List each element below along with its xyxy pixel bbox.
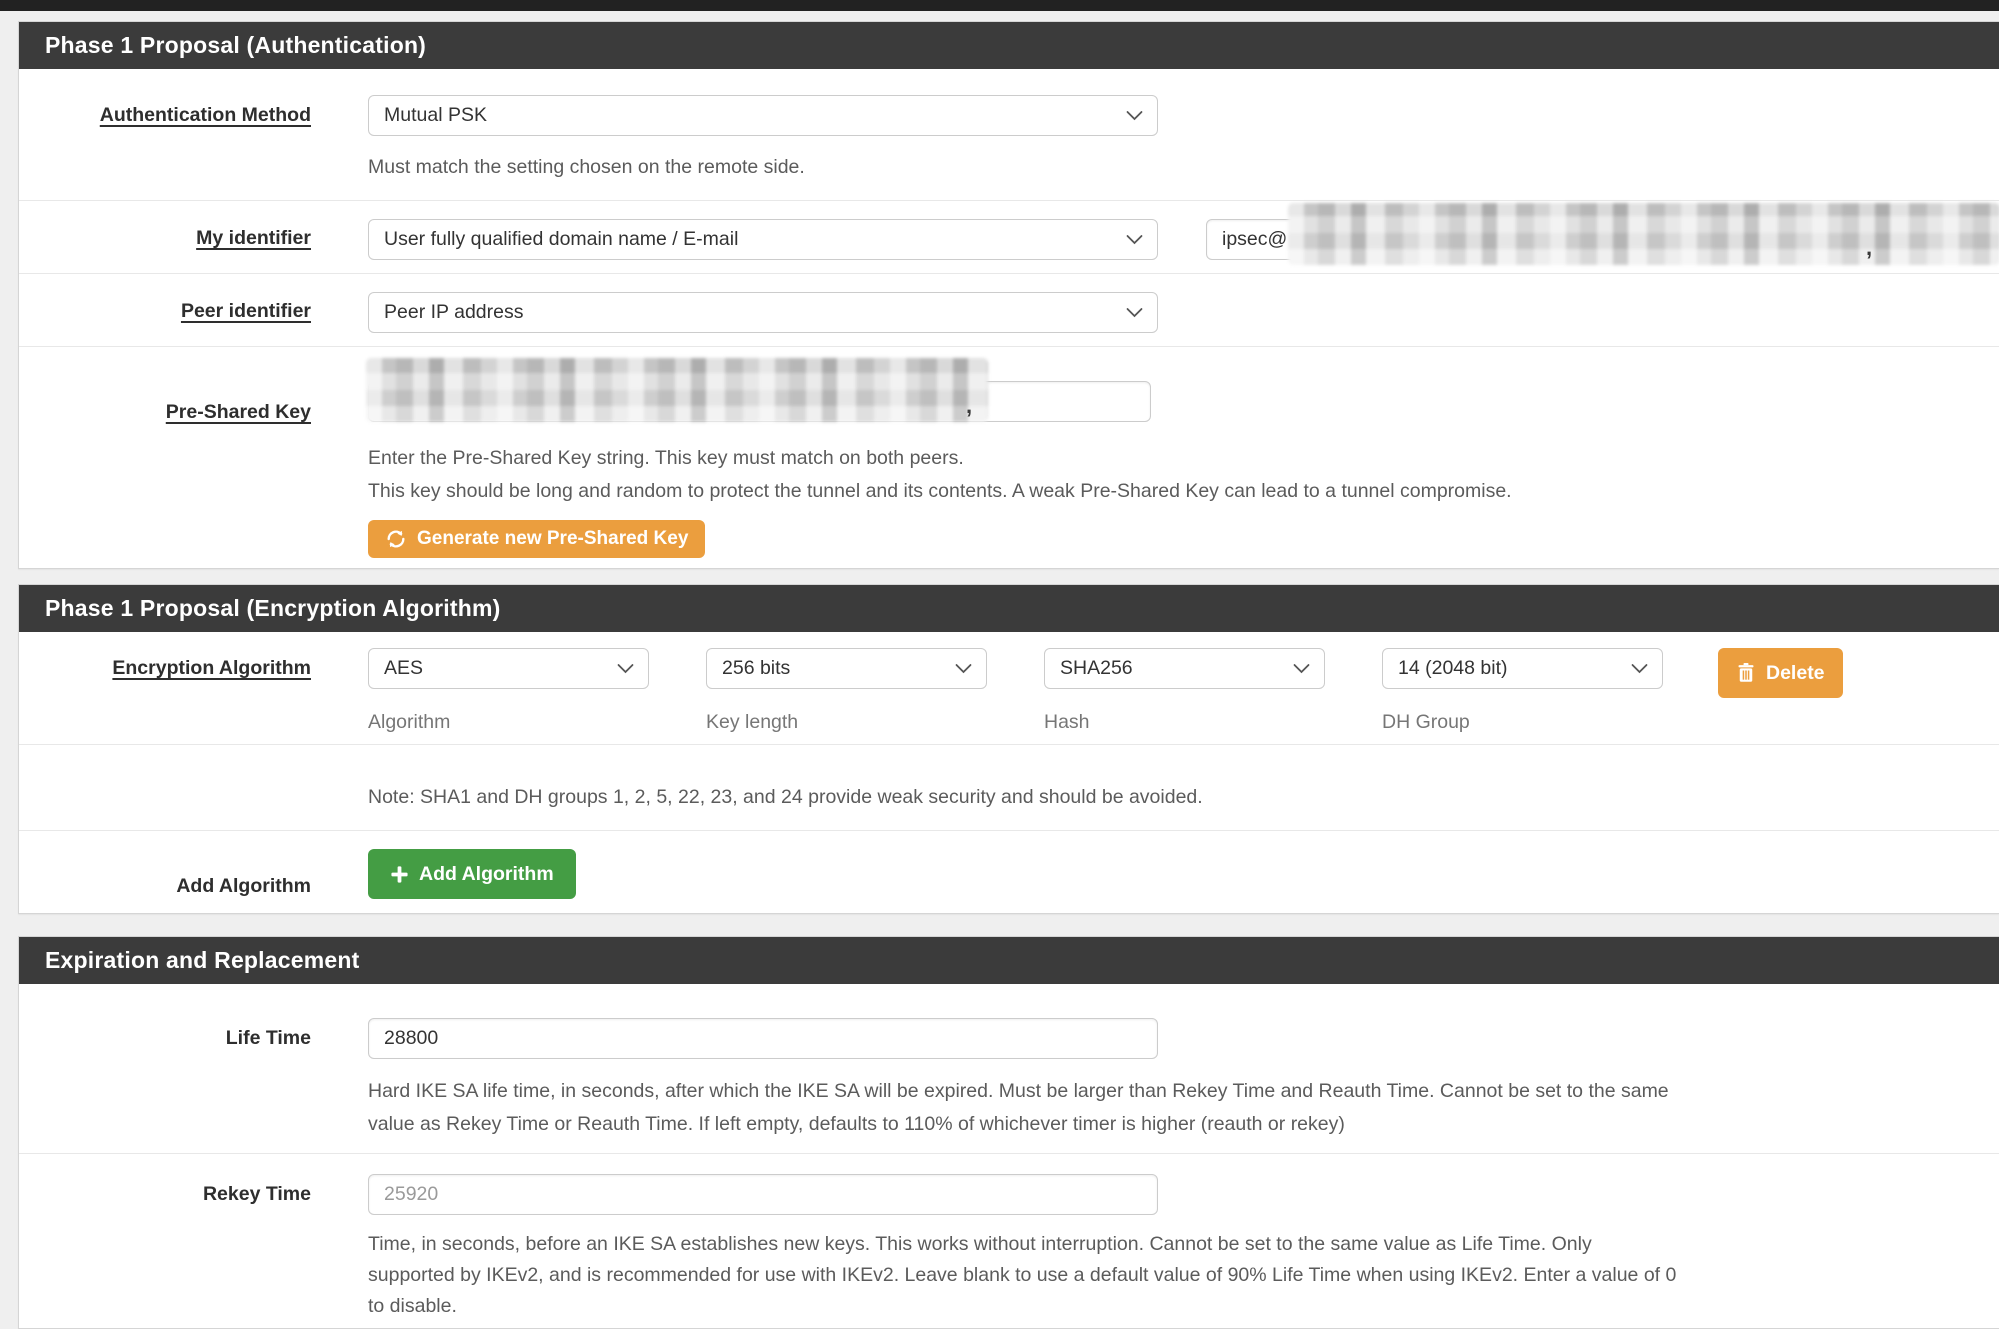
chevron-down-icon <box>1631 663 1648 674</box>
hash-caption: Hash <box>1044 711 1090 733</box>
trash-icon <box>1736 662 1756 684</box>
peer-identifier-type-value: Peer IP address <box>384 301 524 323</box>
my-identifier-row <box>19 201 1999 274</box>
rekey-time-help-line3: to disable. <box>368 1295 457 1317</box>
my-identifier-label: My identifier <box>196 227 311 249</box>
rekey-time-help-line1: Time, in seconds, before an IKE SA establishes new keys. This works without interruption. Cannot be set to the same value as Life Time. Only <box>368 1233 1592 1255</box>
algorithm-caption: Algorithm <box>368 711 451 733</box>
chevron-down-icon <box>1126 307 1143 318</box>
life-time-row <box>19 984 1999 1154</box>
life-time-help-line1: Hard IKE SA life time, in seconds, after which the IKE SA will be expired. Must be larger than Rekey Time and Reauth Time. Cannot be set to the same <box>368 1080 1669 1102</box>
my-identifier-select[interactable] <box>368 219 1158 260</box>
add-algorithm-row <box>19 831 1999 913</box>
life-time-label: Life Time <box>225 1027 311 1049</box>
rekey-time-input[interactable] <box>368 1174 1158 1215</box>
algorithm-value: AES <box>384 657 424 679</box>
weak-security-note-row <box>19 745 1999 831</box>
panel-title-expiration: Expiration and Replacement <box>19 937 1999 984</box>
life-time-input[interactable] <box>368 1018 1158 1059</box>
delete-button-label: Delete <box>1766 661 1825 684</box>
chevron-down-icon <box>1293 663 1310 674</box>
pre-shared-key-row <box>19 347 1999 568</box>
dh-group-select[interactable] <box>1382 648 1663 689</box>
rekey-time-help-line2: supported by IKEv2, and is recommended for use with IKEv2. Leave blank to use a default value of 90% Life Time when using IKEv2. Enter a value of 0 <box>368 1264 1677 1286</box>
chevron-down-icon <box>1126 234 1143 245</box>
key-length-caption: Key length <box>706 711 799 733</box>
phase1-encryption-panel <box>18 584 1999 914</box>
key-length-select[interactable] <box>706 648 987 689</box>
authentication-method-select[interactable] <box>368 95 1158 136</box>
redaction-blur <box>366 358 988 422</box>
authentication-method-value: Mutual PSK <box>384 104 487 126</box>
hash-value: SHA256 <box>1060 657 1133 679</box>
dh-group-caption: DH Group <box>1382 711 1470 733</box>
my-identifier-type-value: User fully qualified domain name / E-mail <box>384 228 739 250</box>
expiration-replacement-panel <box>18 936 1999 1329</box>
add-algorithm-button[interactable] <box>368 849 576 899</box>
authentication-method-row <box>19 69 1999 201</box>
generate-psk-button[interactable] <box>368 520 705 558</box>
hash-select[interactable] <box>1044 648 1325 689</box>
plus-icon <box>390 865 409 884</box>
psk-help-line1: Enter the Pre-Shared Key string. This key must match on both peers. <box>368 447 964 469</box>
peer-identifier-select[interactable] <box>368 292 1158 333</box>
chevron-down-icon <box>1126 110 1143 121</box>
generate-psk-button-label: Generate new Pre-Shared Key <box>417 528 689 549</box>
refresh-icon <box>385 528 407 550</box>
authentication-method-label: Authentication Method <box>99 104 311 126</box>
rekey-time-row <box>19 1154 1999 1328</box>
panel-title-encryption: Phase 1 Proposal (Encryption Algorithm) <box>19 585 1999 632</box>
chevron-down-icon <box>955 663 972 674</box>
add-algorithm-label: Add Algorithm <box>176 875 311 897</box>
panel-title-authentication: Phase 1 Proposal (Authentication) <box>19 22 1999 69</box>
encryption-algorithm-label: Encryption Algorithm <box>112 657 311 679</box>
dh-group-value: 14 (2048 bit) <box>1398 657 1508 679</box>
redacted-text-tail: , <box>966 393 973 418</box>
delete-algorithm-button[interactable] <box>1718 648 1843 698</box>
life-time-help-line2: value as Rekey Time or Reauth Time. If left empty, defaults to 110% of whichever timer is higher (reauth or rekey) <box>368 1113 1345 1135</box>
add-algorithm-button-label: Add Algorithm <box>419 862 554 885</box>
psk-help-line2: This key should be long and random to protect the tunnel and its contents. A weak Pre-Shared Key can lead to a tunnel compromise. <box>368 480 1512 502</box>
phase1-authentication-panel <box>18 21 1999 569</box>
weak-security-note: Note: SHA1 and DH groups 1, 2, 5, 22, 23, and 24 provide weak security and should be avoided. <box>368 786 1203 808</box>
redacted-text-tail: , <box>1866 235 1873 260</box>
authentication-method-help: Must match the setting chosen on the remote side. <box>368 156 805 178</box>
encryption-algorithm-row <box>19 632 1999 745</box>
key-length-value: 256 bits <box>722 657 791 679</box>
chevron-down-icon <box>617 663 634 674</box>
algorithm-select[interactable] <box>368 648 649 689</box>
peer-identifier-label: Peer identifier <box>180 300 311 322</box>
redaction-blur <box>1288 203 1999 265</box>
pre-shared-key-label: Pre-Shared Key <box>165 401 311 423</box>
rekey-time-label: Rekey Time <box>202 1183 311 1205</box>
top-navbar-edge <box>0 0 1999 11</box>
peer-identifier-row <box>19 274 1999 347</box>
